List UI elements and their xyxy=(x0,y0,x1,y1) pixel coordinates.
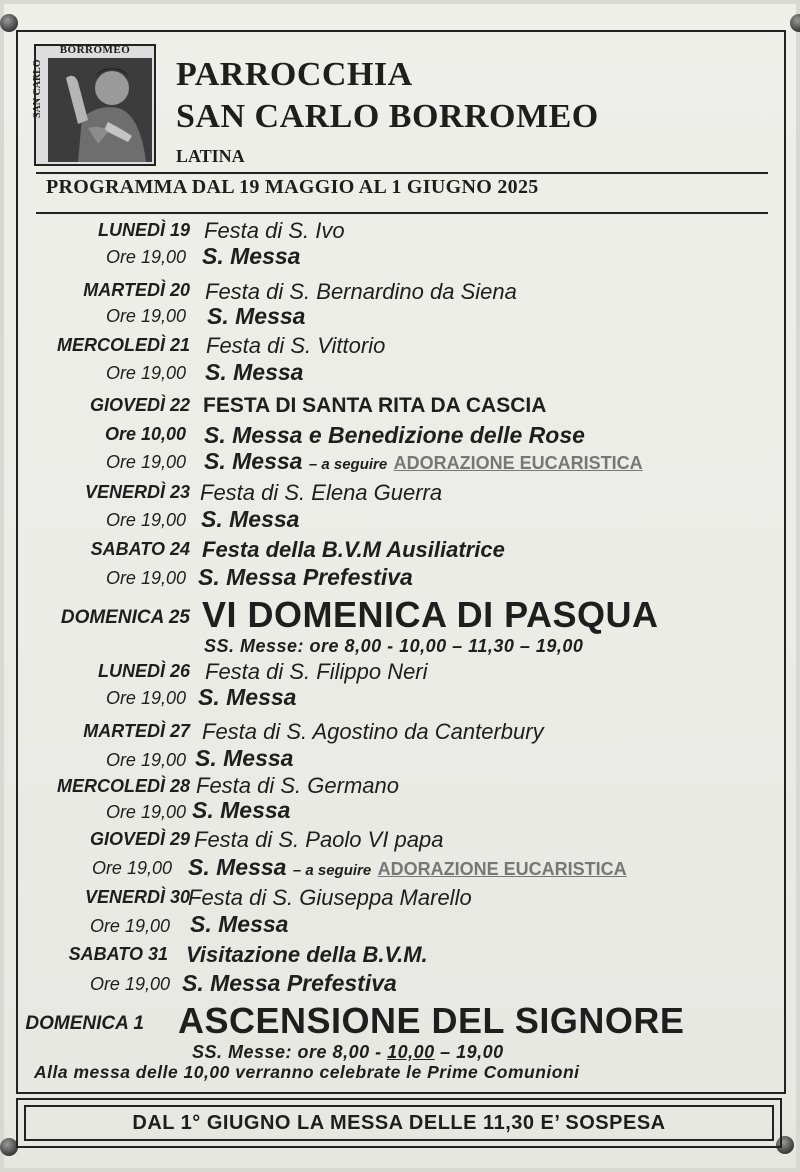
notice-banner xyxy=(16,1098,782,1148)
parish-logo xyxy=(34,44,156,166)
mass-time: Ore 19,00 xyxy=(89,974,170,994)
mass-label: S. Messa Prefestiva xyxy=(198,564,413,590)
title-line-1: PARROCCHIA xyxy=(176,56,413,93)
event-title: Festa di S. Elena Guerra xyxy=(200,480,443,505)
day-label: DOMENICA 1 xyxy=(25,1013,144,1034)
mass-time: Ore 10,00 xyxy=(104,424,186,444)
masses-schedule-start: SS. Messe: ore 8,00 - xyxy=(192,1042,388,1062)
mass-time: Ore 19,00 xyxy=(105,306,186,326)
day-label: GIOVEDÌ 22 xyxy=(89,395,190,415)
mass-time: Ore 19,00 xyxy=(105,802,186,822)
event-title: Festa di S. Vittorio xyxy=(206,333,386,358)
follow-text: – a seguire xyxy=(292,862,372,879)
event-title: Festa di S. Giuseppa Marello xyxy=(188,885,472,910)
divider xyxy=(36,212,768,214)
mass-label xyxy=(188,854,627,881)
event-title: Festa di S. Paolo VI papa xyxy=(194,827,444,852)
day-label: MERCOLEDÌ 28 xyxy=(56,776,190,796)
event-title: Festa di S. Bernardino da Siena xyxy=(205,279,517,304)
event-title: Festa della B.V.M Ausiliatrice xyxy=(202,537,505,562)
adoration-text: ADORAZIONE EUCARISTICA xyxy=(393,453,643,473)
mass-time: Ore 19,00 xyxy=(105,568,186,588)
mass-label: S. Messa xyxy=(202,243,301,269)
masses-schedule-highlight: 10,00 xyxy=(387,1042,435,1062)
program-heading: PROGRAMMA DAL 19 MAGGIO AL 1 GIUGNO 2025 xyxy=(46,176,539,198)
mass-time: Ore 19,00 xyxy=(105,247,186,267)
mass-time: Ore 19,00 xyxy=(105,750,186,770)
day-label: GIOVEDÌ 29 xyxy=(89,829,190,849)
masses-schedule-end: – 19,00 xyxy=(434,1042,504,1062)
event-title: ASCENSIONE DEL SIGNORE xyxy=(178,1000,685,1041)
event-title: FESTA DI SANTA RITA DA CASCIA xyxy=(203,394,547,417)
mass-label: S. Messa xyxy=(192,797,291,823)
mass-label: S. Messa Prefestiva xyxy=(182,970,397,996)
day-label: DOMENICA 25 xyxy=(60,607,190,628)
event-title: Festa di S. Ivo xyxy=(204,218,345,243)
event-title: Visitazione della B.V.M. xyxy=(186,942,428,967)
event-title: Festa di S. Germano xyxy=(196,773,399,798)
follow-text: – a seguire xyxy=(308,456,388,473)
saint-portrait-icon xyxy=(48,58,152,162)
mass-time: Ore 19,00 xyxy=(105,510,186,530)
event-title: Festa di S. Agostino da Canterbury xyxy=(202,719,544,744)
logo-top-text: BORROMEO xyxy=(59,44,131,56)
mass-time: Ore 19,00 xyxy=(105,688,186,708)
title-line-2: SAN CARLO BORROMEO xyxy=(176,98,599,135)
mass-time: Ore 19,00 xyxy=(105,452,186,472)
day-label: SABATO 31 xyxy=(68,944,168,964)
city-label: LATINA xyxy=(176,146,245,166)
mass-label: S. Messa xyxy=(190,911,289,937)
mass-label: S. Messa xyxy=(201,506,300,532)
event-title: VI DOMENICA DI PASQUA xyxy=(202,594,659,635)
communion-note: Alla messa delle 10,00 verranno celebrate le Prime Comunioni xyxy=(34,1062,580,1082)
mass-time: Ore 19,00 xyxy=(89,916,170,936)
mass-time: Ore 19,00 xyxy=(105,363,186,383)
mass-label: S. Messa xyxy=(198,684,297,710)
mass-label: S. Messa e Benedizione delle Rose xyxy=(204,422,585,448)
masses-schedule: SS. Messe: ore 8,00 - 10,00 – 11,30 – 19,00 xyxy=(204,636,584,656)
day-label: VENERDÌ 30 xyxy=(84,887,190,907)
day-label: MERCOLEDÌ 21 xyxy=(56,335,190,355)
mass-label-text: S. Messa xyxy=(204,448,303,474)
day-label: MARTEDÌ 27 xyxy=(83,721,190,741)
divider xyxy=(36,172,768,174)
mass-label: S. Messa xyxy=(207,303,306,329)
day-label: LUNEDÌ 19 xyxy=(97,220,190,240)
notice-text: DAL 1° GIUGNO LA MESSA DELLE 11,30 E’ SOSPESA xyxy=(24,1105,774,1141)
day-label: MARTEDÌ 20 xyxy=(83,280,190,300)
event-title: Festa di S. Filippo Neri xyxy=(205,659,428,684)
mass-label-text: S. Messa xyxy=(188,854,287,880)
day-label: SABATO 24 xyxy=(90,539,190,559)
mass-label: S. Messa xyxy=(195,745,294,771)
mass-label: S. Messa xyxy=(205,359,304,385)
logo-side-text: SAN CARLO xyxy=(32,59,43,118)
day-label: VENERDÌ 23 xyxy=(84,482,190,502)
mass-time: Ore 19,00 xyxy=(91,858,172,878)
adoration-text: ADORAZIONE EUCARISTICA xyxy=(377,859,627,879)
mass-label xyxy=(204,448,643,475)
masses-schedule xyxy=(192,1042,504,1063)
day-label: LUNEDÌ 26 xyxy=(97,661,190,681)
